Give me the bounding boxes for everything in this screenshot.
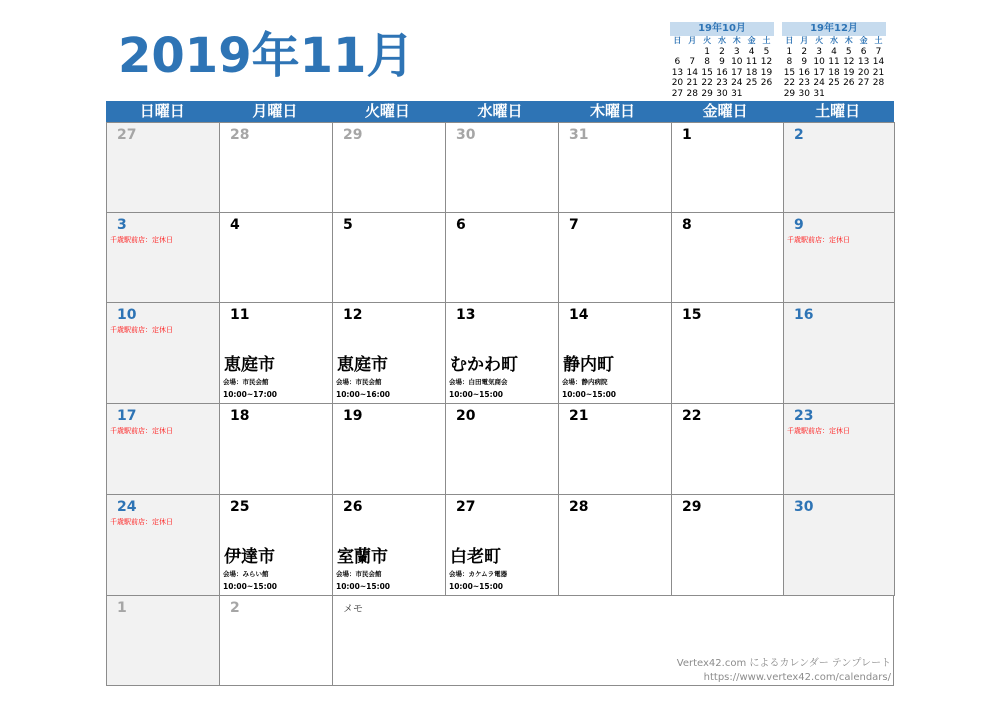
day-cell[interactable] <box>558 494 672 596</box>
day-number: 20 <box>456 408 476 424</box>
mini-day: 19 <box>843 67 855 78</box>
mini-day: 7 <box>689 57 696 67</box>
mini-day: 17 <box>813 67 825 78</box>
mini-day: 25 <box>745 78 758 88</box>
mini-calendar-week <box>670 89 774 100</box>
weekday-label: 水曜日 <box>477 102 523 120</box>
mini-weekday: 月 <box>800 36 809 45</box>
closed-notice: 千歳駅前店：定休日 <box>110 326 173 334</box>
memo-area[interactable] <box>332 595 894 686</box>
day-cell[interactable] <box>558 403 672 495</box>
mini-day: 20 <box>857 67 870 78</box>
mini-day: 27 <box>857 78 870 88</box>
day-number: 23 <box>794 408 814 424</box>
mini-calendar <box>670 22 774 99</box>
event-city: 伊達市 <box>224 547 275 567</box>
mini-day: 30 <box>798 88 810 99</box>
mini-day: 25 <box>828 78 840 88</box>
weekday-label: 日曜日 <box>139 102 185 120</box>
day-number: 27 <box>456 499 476 515</box>
mini-calendar-weekdays <box>782 36 886 47</box>
day-number: 27 <box>117 127 137 143</box>
day-number: 14 <box>569 307 589 323</box>
closed-notice: 千歳駅前店：定休日 <box>110 518 173 526</box>
event-venue: 会場：みらい館 <box>223 570 269 578</box>
day-number: 7 <box>569 217 579 233</box>
day-cell[interactable] <box>783 403 895 495</box>
mini-day: 10 <box>813 57 825 67</box>
mini-day <box>841 89 856 100</box>
day-cell[interactable] <box>445 403 559 495</box>
mini-day: 14 <box>872 57 885 67</box>
day-cell[interactable] <box>558 122 672 213</box>
event-city: 室蘭市 <box>337 547 388 567</box>
mini-day: 1 <box>786 46 793 57</box>
day-number: 8 <box>682 217 692 233</box>
mini-day: 4 <box>748 46 755 57</box>
day-number: 2 <box>794 127 804 143</box>
mini-weekday: 日 <box>673 36 682 45</box>
mini-weekday: 木 <box>844 36 853 45</box>
day-cell[interactable] <box>106 302 220 404</box>
day-number: 29 <box>343 127 363 143</box>
day-number: 9 <box>794 217 804 233</box>
mini-calendar-title: 19年12月 <box>782 22 886 36</box>
mini-day: 21 <box>872 67 885 78</box>
mini-day: 31 <box>731 88 743 99</box>
mini-weekday: 金 <box>747 36 756 45</box>
day-cell[interactable] <box>671 494 784 596</box>
mini-day: 31 <box>813 88 825 99</box>
day-number: 6 <box>456 217 466 233</box>
mini-day: 7 <box>875 46 882 57</box>
mini-day: 26 <box>760 78 773 88</box>
event-venue: 会場：市民会館 <box>223 378 269 386</box>
day-cell[interactable] <box>783 122 895 213</box>
day-cell[interactable] <box>106 212 220 303</box>
mini-day: 12 <box>760 57 773 67</box>
day-cell[interactable] <box>219 302 333 404</box>
day-number: 21 <box>569 408 589 424</box>
mini-day: 23 <box>716 78 728 88</box>
day-cell[interactable] <box>106 595 220 686</box>
day-cell[interactable] <box>219 403 333 495</box>
mini-weekday: 土 <box>762 36 771 45</box>
day-cell[interactable] <box>445 494 559 596</box>
day-number: 15 <box>682 307 702 323</box>
day-cell[interactable] <box>783 302 895 404</box>
day-cell[interactable] <box>106 494 220 596</box>
day-cell[interactable] <box>671 302 784 404</box>
day-number: 1 <box>117 600 127 616</box>
mini-calendar-week <box>670 68 774 79</box>
day-number: 28 <box>230 127 250 143</box>
event-venue: 会場：静内病院 <box>562 378 608 386</box>
mini-weekday: 金 <box>859 36 868 45</box>
day-cell[interactable] <box>219 595 333 686</box>
mini-day: 12 <box>843 57 855 67</box>
mini-day: 11 <box>828 57 840 67</box>
mini-day: 22 <box>783 78 796 88</box>
weekday-label: 月曜日 <box>252 102 298 120</box>
day-cell[interactable] <box>332 494 446 596</box>
mini-day <box>856 89 871 100</box>
mini-calendar <box>782 22 886 99</box>
closed-notice: 千歳駅前店：定休日 <box>110 427 173 435</box>
mini-day: 17 <box>731 67 743 78</box>
day-cell[interactable] <box>219 494 333 596</box>
day-cell[interactable] <box>219 122 333 213</box>
template-credit-url[interactable]: https://www.vertex42.com/calendars/ <box>703 672 891 683</box>
mini-day: 5 <box>763 46 770 57</box>
mini-day: 13 <box>857 57 870 67</box>
day-cell[interactable] <box>106 403 220 495</box>
mini-calendar-weekdays <box>670 36 774 47</box>
mini-day: 29 <box>701 88 713 99</box>
weekday-header <box>106 101 894 122</box>
mini-calendar-week <box>670 78 774 89</box>
mini-day: 16 <box>716 67 728 78</box>
mini-day: 16 <box>798 67 810 78</box>
mini-day: 13 <box>671 67 684 78</box>
day-number: 25 <box>230 499 250 515</box>
day-number: 13 <box>456 307 476 323</box>
day-number: 19 <box>343 408 363 424</box>
mini-day <box>871 89 886 100</box>
mini-calendar-week <box>670 57 774 68</box>
mini-day <box>685 47 700 58</box>
mini-day: 9 <box>801 57 808 67</box>
day-number: 11 <box>230 307 250 323</box>
day-cell[interactable] <box>332 403 446 495</box>
mini-day: 18 <box>745 67 758 78</box>
mini-day: 3 <box>816 46 822 57</box>
mini-day: 23 <box>798 78 810 88</box>
mini-day: 5 <box>845 46 852 57</box>
calendar-grid <box>106 122 894 686</box>
day-number: 17 <box>117 408 137 424</box>
day-cell[interactable] <box>558 302 672 404</box>
day-number: 3 <box>117 217 127 233</box>
event-city: 恵庭市 <box>224 355 275 375</box>
mini-day: 30 <box>716 88 728 99</box>
mini-weekday: 土 <box>874 36 883 45</box>
event-venue: 会場：市民会館 <box>336 378 382 386</box>
mini-calendar-week <box>782 68 886 79</box>
day-cell[interactable] <box>558 212 672 303</box>
event-time: 10:00~16:00 <box>336 390 391 399</box>
closed-notice: 千歳駅前店：定休日 <box>787 236 850 244</box>
mini-day: 24 <box>813 78 825 88</box>
day-cell[interactable] <box>219 212 333 303</box>
mini-day: 18 <box>828 67 840 78</box>
template-credit: Vertex42.com によるカレンダー テンプレート <box>676 658 891 669</box>
mini-day: 19 <box>760 67 773 78</box>
day-number: 31 <box>569 127 589 143</box>
mini-day: 28 <box>872 78 885 88</box>
weekday-label: 火曜日 <box>364 102 410 120</box>
mini-day: 3 <box>733 46 740 57</box>
mini-calendar-week <box>670 47 774 58</box>
mini-day <box>827 89 842 100</box>
day-cell[interactable] <box>671 212 784 303</box>
day-number: 26 <box>343 499 363 515</box>
day-number: 18 <box>230 408 250 424</box>
day-number: 5 <box>343 217 353 233</box>
event-city: 白老町 <box>450 547 501 567</box>
day-number: 30 <box>794 499 814 515</box>
day-number: 30 <box>456 127 476 143</box>
mini-calendar-week <box>782 57 886 68</box>
weekday-label: 土曜日 <box>815 102 861 120</box>
day-cell[interactable] <box>332 302 446 404</box>
event-time: 10:00~17:00 <box>223 390 278 399</box>
day-number: 29 <box>682 499 702 515</box>
mini-weekday: 木 <box>732 36 741 45</box>
mini-weekday: 火 <box>815 36 824 45</box>
mini-day <box>670 47 685 58</box>
mini-day: 6 <box>860 46 867 57</box>
day-cell[interactable] <box>332 212 446 303</box>
mini-weekday: 日 <box>785 36 794 45</box>
mini-day: 8 <box>704 57 710 67</box>
page-title: 2019年11月 <box>118 28 415 84</box>
event-city: 恵庭市 <box>337 355 388 375</box>
mini-day: 22 <box>701 78 713 88</box>
mini-day: 26 <box>843 78 855 88</box>
mini-calendar-week <box>782 78 886 89</box>
mini-weekday: 火 <box>703 36 712 45</box>
mini-day: 15 <box>701 67 713 78</box>
day-cell[interactable] <box>671 403 784 495</box>
mini-day: 15 <box>783 67 796 78</box>
mini-day: 4 <box>831 46 837 57</box>
mini-day: 29 <box>783 88 796 99</box>
event-time: 10:00~15:00 <box>336 582 391 591</box>
mini-day: 2 <box>719 46 725 57</box>
mini-day: 20 <box>671 78 684 88</box>
mini-weekday: 水 <box>829 36 838 45</box>
day-cell[interactable] <box>445 122 559 213</box>
day-cell[interactable] <box>332 122 446 213</box>
mini-day: 27 <box>671 88 684 99</box>
memo-label: メモ <box>343 604 363 615</box>
day-number: 16 <box>794 307 814 323</box>
mini-day <box>759 89 774 100</box>
mini-day: 24 <box>731 78 743 88</box>
event-venue: 会場：カケムラ電器 <box>449 570 508 578</box>
event-time: 10:00~15:00 <box>562 390 617 399</box>
event-city: 静内町 <box>563 355 614 375</box>
mini-day: 28 <box>686 88 698 99</box>
weekday-label: 木曜日 <box>590 102 636 120</box>
event-time: 10:00~15:00 <box>449 582 504 591</box>
mini-day: 11 <box>745 57 758 67</box>
day-number: 1 <box>682 127 692 143</box>
weekday-label: 金曜日 <box>702 102 748 120</box>
event-venue: 会場：白田電気商会 <box>449 378 508 386</box>
event-time: 10:00~15:00 <box>449 390 504 399</box>
day-number: 24 <box>117 499 137 515</box>
mini-calendar-title: 19年10月 <box>670 22 774 36</box>
event-time: 10:00~15:00 <box>223 582 278 591</box>
month-calendar <box>106 101 894 686</box>
day-number: 4 <box>230 217 240 233</box>
mini-day <box>744 89 759 100</box>
mini-calendar-week <box>782 47 886 58</box>
mini-day: 8 <box>786 57 793 67</box>
day-cell[interactable] <box>671 122 784 213</box>
event-city: むかわ町 <box>450 355 518 375</box>
closed-notice: 千歳駅前店：定休日 <box>110 236 173 244</box>
event-venue: 会場：市民会館 <box>336 570 382 578</box>
mini-day: 1 <box>704 46 710 57</box>
day-number: 12 <box>343 307 363 323</box>
mini-day: 14 <box>686 67 698 78</box>
mini-weekday: 水 <box>717 36 726 45</box>
day-cell[interactable] <box>783 212 895 303</box>
mini-day: 6 <box>674 57 681 67</box>
day-cell[interactable] <box>445 212 559 303</box>
mini-day: 10 <box>731 57 743 67</box>
day-cell[interactable] <box>783 494 895 596</box>
mini-day: 9 <box>719 57 725 67</box>
mini-day: 2 <box>801 46 808 57</box>
mini-weekday: 月 <box>688 36 697 45</box>
closed-notice: 千歳駅前店：定休日 <box>787 427 850 435</box>
day-number: 22 <box>682 408 702 424</box>
mini-calendar-week <box>782 89 886 100</box>
mini-day: 21 <box>686 78 698 88</box>
day-number: 2 <box>230 600 240 616</box>
day-number: 28 <box>569 499 589 515</box>
day-cell[interactable] <box>445 302 559 404</box>
day-cell[interactable] <box>106 122 220 213</box>
day-number: 10 <box>117 307 137 323</box>
